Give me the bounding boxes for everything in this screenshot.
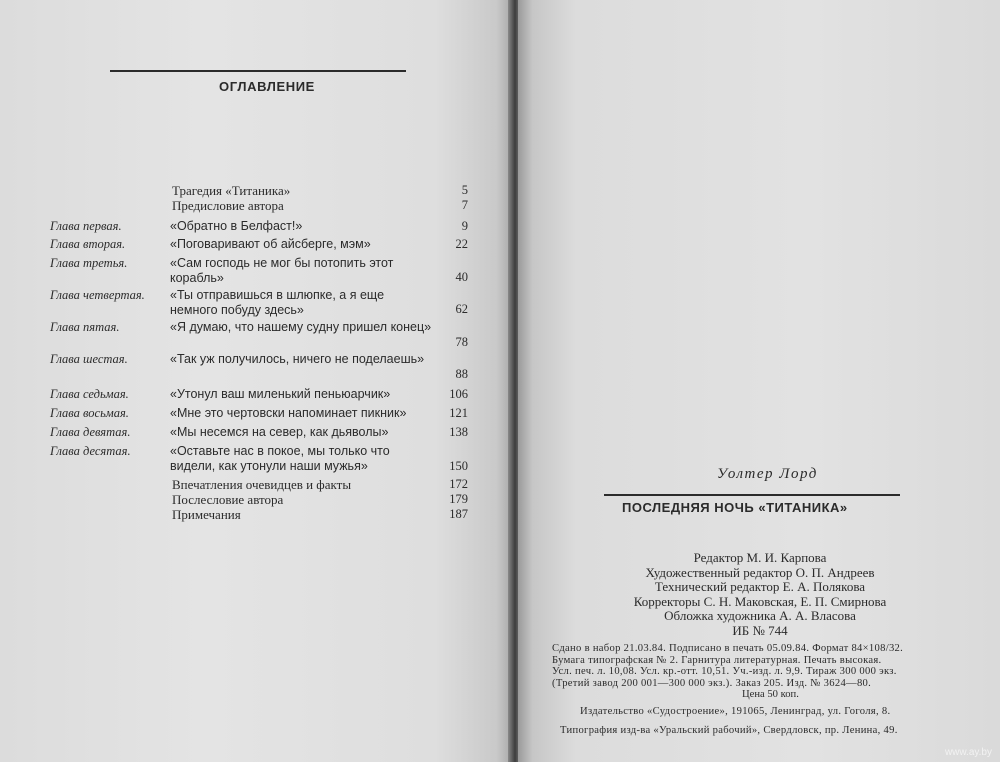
- book-title: ПОСЛЕДНЯЯ НОЧЬ «ТИТАНИКА»: [622, 500, 848, 515]
- page-number: 5: [461, 183, 468, 197]
- watermark: www.ay.by: [944, 747, 992, 758]
- chapter-title: «Поговаривают об айсберге, мэм»: [170, 237, 371, 251]
- page-number: 88: [455, 367, 468, 381]
- credit-line: Обложка художника А. А. Власова: [664, 608, 856, 623]
- imprint-line: (Третий завод 200 001—300 000 экз.). Заказ 205. Изд. № 3624—80.: [552, 677, 872, 689]
- page-number: 9: [461, 219, 468, 233]
- imprint-block: [552, 643, 972, 689]
- imprint-line: Усл. печ. л. 10,08. Усл. кр.-отт. 10,51. Уч.-изд. л. 9,9. Тираж 300 000 экз.: [552, 666, 897, 678]
- chapter-label: Глава четвертая.: [50, 288, 145, 302]
- chapter-title: «Утонул ваш миленький пеньюарчик»: [170, 387, 391, 401]
- chapter-title: Предисловие автора: [172, 198, 284, 213]
- price: Цена 50 коп.: [742, 689, 799, 700]
- page-number: 138: [449, 425, 468, 439]
- chapter-label: Глава третья.: [50, 256, 128, 270]
- chapter-label: Глава девятая.: [50, 425, 131, 439]
- imprint-line: Сдано в набор 21.03.84. Подписано в печать 05.09.84. Формат 84×108/32.: [552, 643, 904, 654]
- chapter-title: «Я думаю, что нашему судну пришел конец»: [170, 320, 432, 334]
- chapter-title: «Мне это чертовски напоминает пикник»: [170, 406, 407, 420]
- credit-line: Технический редактор Е. А. Полякова: [654, 579, 866, 594]
- toc-heading: ОГЛАВЛЕНИЕ: [219, 79, 315, 94]
- page-number: 78: [455, 335, 468, 349]
- page-number: 40: [455, 270, 468, 284]
- title-rule: [604, 494, 900, 496]
- page-number: 22: [455, 237, 468, 251]
- author-name: Уолтер Лорд: [717, 466, 818, 482]
- credit-line: Художественный редактор О. П. Андреев: [645, 564, 875, 580]
- publisher-line: Издательство «Судостроение», 191065, Ленинград, ул. Гоголя, 8.: [580, 706, 891, 717]
- chapter-title: Послесловие автора: [172, 492, 284, 507]
- chapter-title: «Так уж получилось, ничего не поделаешь»: [170, 352, 425, 366]
- chapter-title: «Оставьте нас в покое, мы только что видели, как утонули наши мужья»: [170, 444, 390, 473]
- credit-line: Корректоры С. Н. Маковская, Е. П. Смирнова: [633, 593, 887, 609]
- chapter-label: Глава первая.: [50, 219, 122, 233]
- page-number: 106: [449, 387, 468, 401]
- printer-line: Типография изд-ва «Уральский рабочий», Свердловск, пр. Ленина, 49.: [560, 725, 898, 736]
- page-number: 7: [461, 198, 468, 212]
- page-number: 150: [449, 459, 468, 473]
- chapter-label: Глава вторая.: [50, 237, 126, 251]
- chapter-label: Глава шестая.: [50, 352, 128, 366]
- credit-line: Редактор М. И. Карпова: [693, 550, 827, 565]
- chapter-title: Впечатления очевидцев и факты: [172, 477, 352, 492]
- chapter-label: Глава восьмая.: [50, 406, 129, 420]
- page-number: 187: [449, 507, 468, 521]
- chapter-title: «Обратно в Белфаст!»: [170, 219, 303, 233]
- chapter-title: «Мы несемся на север, как дьяволы»: [170, 425, 389, 439]
- imprint-line: Бумага типографская № 2. Гарнитура литературная. Печать высокая.: [552, 654, 882, 666]
- chapter-title: Трагедия «Титаника»: [172, 183, 291, 198]
- credits-block: [560, 551, 960, 638]
- chapter-label: Глава седьмая.: [50, 387, 129, 401]
- page-number: 179: [449, 492, 468, 506]
- chapter-title: «Ты отправишься в шлюпке, а я еще немного побуду здесь»: [170, 288, 385, 317]
- page-number: 121: [449, 406, 468, 420]
- credit-line: ИБ № 744: [732, 622, 788, 638]
- page-number: 62: [455, 302, 468, 316]
- chapter-label: Глава десятая.: [50, 444, 131, 458]
- chapter-title: Примечания: [172, 507, 241, 522]
- chapter-label: Глава пятая.: [50, 320, 120, 334]
- page-number: 172: [449, 477, 468, 491]
- chapter-title: «Сам господь не мог бы потопить этот корабль»: [170, 256, 394, 285]
